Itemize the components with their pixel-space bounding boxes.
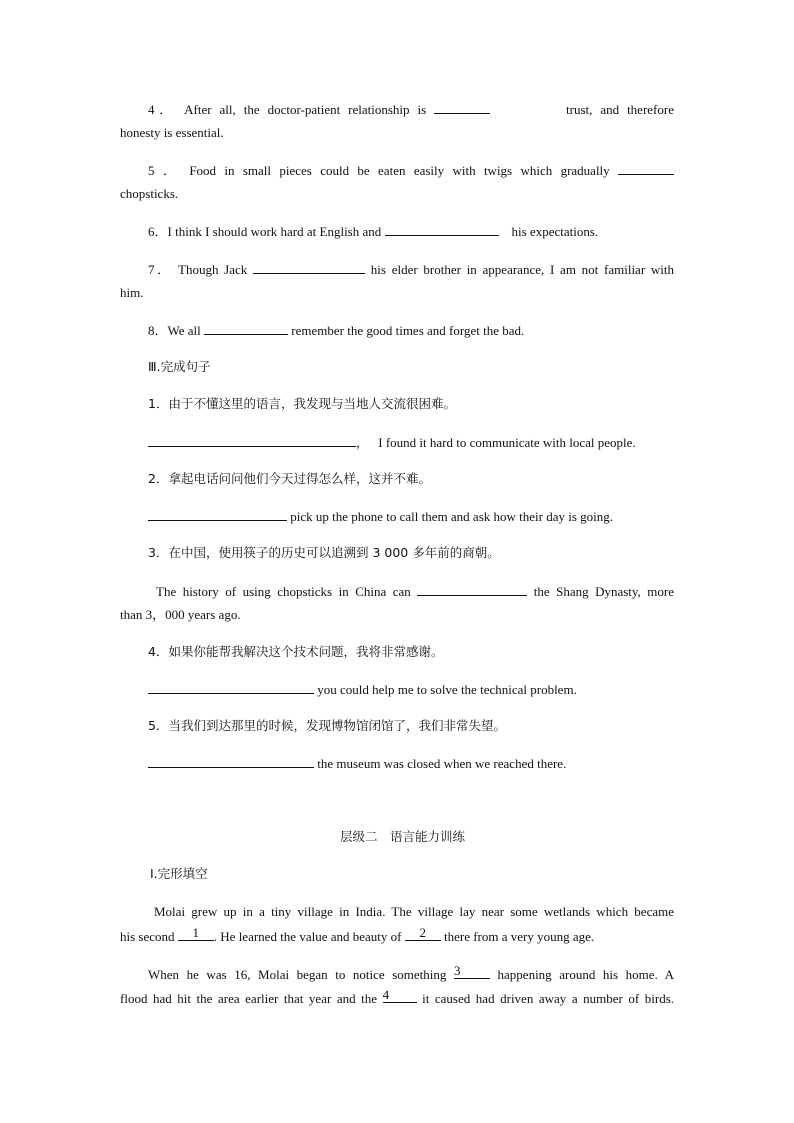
answer-blank[interactable] [618,162,674,175]
item-8-line [148,322,524,339]
cloze-blank-1[interactable] [178,925,214,941]
item-text: The history of using chopsticks in China can [156,584,411,599]
item-number: 3 [148,545,156,560]
item-separator: ． [155,545,169,560]
item-number: 6 [148,224,155,239]
item-text: him. [120,285,144,300]
item-text: his elder brother in appearance, I am not familiar with [370,262,675,277]
passage-text: there from a very young age. [443,929,595,944]
s3-item-1-en [148,434,636,451]
item-text: his expectations. [511,224,599,239]
item-text: trust, and therefore [566,102,674,117]
blank-number: 1 [192,925,200,940]
level-2-title: 层级二 语言能力训练 [340,829,466,844]
item-separator: ． [155,718,169,733]
item-chinese: 当我们到达那里的时候，发现博物馆闭馆了，我们非常失望。 [168,718,506,733]
s3-item-4-en [148,681,577,698]
blank-number: 2 [419,925,426,940]
item-text: chopsticks. [120,186,179,201]
answer-blank[interactable] [385,223,499,236]
blank-number: 3 [453,963,461,978]
item-4-line-2 [120,125,224,141]
s3-item-4-cn [148,644,443,660]
item-text: the Shang Dynasty, more [533,584,674,599]
passage-text: When he was 16, Molai began to notice something [148,967,447,982]
item-text: I found it hard to communicate with local people. [378,435,636,450]
item-text: the museum was closed when we reached there. [317,756,567,771]
item-text: I think I should work hard at English and [167,224,382,239]
s3-item-5-cn [148,718,506,734]
item-chinese: 拿起电话问问他们今天过得怎么样，这并不难。 [168,471,431,486]
item-number: 5 [148,718,156,733]
cloze-para-1-line-1: Molai grew up in a tiny village in India. The village lay near some wetlands which became [154,904,674,919]
item-text: pick up the phone to call them and ask how their day is going. [290,509,614,524]
cloze-blank-2[interactable] [405,925,441,941]
item-number: 2 [148,471,156,486]
passage-text: flood had hit the area earlier that year and the [120,991,378,1006]
cloze-blank-3[interactable] [453,963,490,979]
cloze-para-2-line-2 [120,987,675,1007]
item-separator: ． [154,323,168,338]
item-text: We all [167,323,201,338]
item-chinese: 如果你能帮我解决这个技术问题，我将非常感谢。 [168,644,444,659]
answer-blank[interactable] [204,322,288,335]
item-separator: ． [155,396,169,411]
answer-blank[interactable] [417,583,527,596]
item-7-line-1 [148,261,674,278]
s3-item-3-en-line-1 [156,583,674,600]
item-4-line-1 [148,101,674,118]
item-text: Though Jack [178,262,248,277]
passage-text: his second [120,929,175,944]
item-number: 8 [148,323,155,338]
passage-text: happening around his home. A [497,967,674,982]
item-chinese: 在中国，使用筷子的历史可以追溯到 3 000 多年前的商朝。 [168,545,500,560]
s3-item-3-cn [148,545,500,561]
cloze-heading: Ⅰ.完形填空 [150,866,208,881]
answer-blank[interactable] [148,755,314,768]
item-text: Food in small pieces could be eaten easily with twigs which gradually [189,163,610,178]
cloze-para-2-line-1 [148,963,674,983]
item-number: 7 [148,262,155,277]
item-separator: ． [154,224,168,239]
item-text: remember the good times and forget the bad. [291,323,525,338]
answer-blank[interactable] [148,681,314,694]
section-3-heading: Ⅲ.完成句子 [148,359,211,374]
answer-blank[interactable] [434,101,490,114]
s3-item-2-en [148,508,613,525]
blank-number: 4 [382,987,390,1002]
item-separator: ． [154,262,173,277]
cloze-blank-4[interactable] [382,987,417,1003]
item-7-line-2 [120,285,143,301]
item-text: honesty is essential. [120,125,224,140]
item-number: 4 [148,644,156,659]
cloze-para-1-line-2 [120,925,595,945]
s3-item-5-en [148,755,566,772]
item-text: After all, the doctor-patient relationship is [184,102,427,117]
item-separator: ． [155,471,169,486]
answer-blank[interactable] [148,434,356,447]
s3-item-1-cn [148,396,456,412]
comma: ， [356,435,369,450]
s3-item-2-cn [148,471,431,487]
passage-text: it caused had driven away a number of birds. [422,991,675,1006]
answer-blank[interactable] [253,261,365,274]
passage-text: . He learned the value and beauty of [213,929,402,944]
item-separator: ． [155,644,169,659]
item-number: 1 [148,396,156,411]
item-number: 5 [148,163,155,178]
item-separator: ． [162,163,181,178]
item-6-line [148,223,598,240]
answer-blank[interactable] [148,508,287,521]
item-chinese: 由于不懂这里的语言，我发现与当地人交流很困难。 [168,396,456,411]
item-number: 4 [148,102,155,117]
item-text: you could help me to solve the technical problem. [317,682,577,697]
s3-item-3-en-line-2: than 3，000 years ago. [120,607,241,622]
item-5-line-1 [148,162,674,179]
item-separator: ． [154,102,177,117]
item-5-line-2 [120,186,178,202]
